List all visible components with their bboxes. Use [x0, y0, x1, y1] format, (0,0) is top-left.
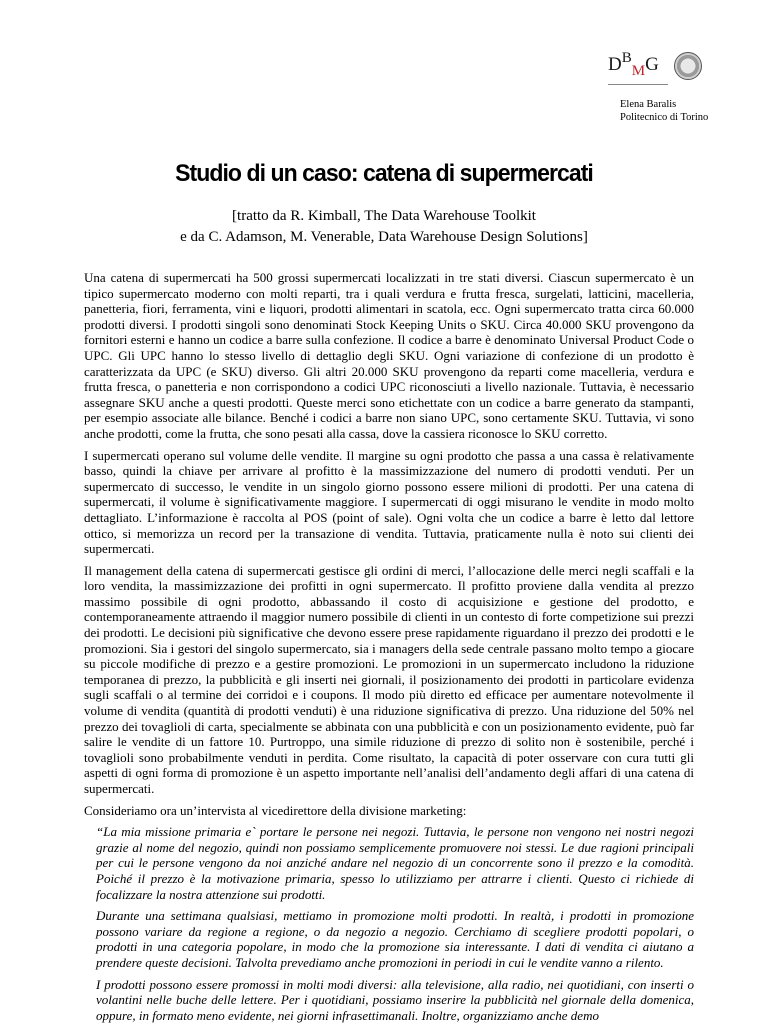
author-affiliation: Politecnico di Torino [620, 112, 709, 123]
quote-paragraph: Durante una settimana qualsiasi, mettiamo in promozione molti prodotti. In realtà, i prodotti in promozione possono variare da regione a regione, o da negozio a negozio. Cerchiamo di scegliere prodotti popolari, o prodotti in una categoria popolare, in modo che la promozione sia interessante. I dati di vendita ci aiutano a prendere queste decisioni. Talvolta prevediamo anche promozioni in periodi in cui le vendite vanno a rilento. [96, 908, 694, 970]
politecnico-seal-icon [674, 52, 702, 80]
quote-paragraph: I prodotti possono essere promossi in molti modi diversi: alla televisione, alla radio, nei quotidiani, con inserti o volantini nelle buche delle lettere. Per i quotidiani, possiamo inserire la pubblicità nel giornale della domenica, oppure, in formato meno evidente, nei giorni infrasettimanali. Inoltre, organizziamo anche demo [96, 976, 694, 1023]
quote-paragraph: “La mia missione primaria e` portare le persone nei negozi. Tuttavia, le persone non vengono nei nostri negozi grazie al nome del negozio, quindi non possiamo semplicemente promuovere noi stessi. Le due ragioni principali per cui le persone vengono da noi anziché andare nel negozio di un concorrente sono il prezzo e la comodità. Poiché il prezzo è la motivazione primaria, spesso lo utilizziamo per attrarre i clienti. Questo ci richiede di focalizzare la nostra attenzione sui prodotti. [96, 824, 694, 902]
source-line-1: [tratto da R. Kimball, The Data Warehouse Toolkit [232, 208, 536, 224]
logo-underline [608, 84, 668, 85]
body-paragraph: Il management della catena di supermercati gestisce gli ordini di merci, l’allocazione delle merci negli scaffali e la loro vendita, la massimizzazione dei profitti in ogni supermercato. Il profitto proviene dalla vendita al prezzo massimo possibile di ogni prodotto, abbassando il costo di acquisizione e gestione del prodotto, e contemporaneamente attraendo il maggior numero possibile di clienti in un contesto di forte competizione sui prezzi dei prodotti. Le decisioni più significative che devono essere prese rapidamente riguardano il prezzo dei prodotti e le promozioni. Sia i gestori del singolo supermercato, sia i managers della sede centrale passano molto tempo a giocare su piccole modifiche di prezzo e a gestire promozioni. Le promozioni in un supermercato includono la riduzione temporanea di prezzo, la pubblicità e gli inserti nei giornali, il posizionamento dei prodotti in particolare evidenza sugli scaffali o al termine dei corridoi e i coupons. Il modo più diretto ed efficace per aumentare notevolmente il volume di vendita (quantità di prodotti venduti) è una riduzione significativa di prezzo. Una riduzione del 50% nel prezzo dei tovaglioli di carta, specialmente se abbinata con una pubblicità e con un posizionamento evidente, può far salire le vendite di un fattore 10. Purtroppo, una simile riduzione di prezzo di solito non è sostenibile, perché i tovaglioli sono probabilmente venduti in perdita. Come risultato, la capacità di poter osservare con cura tutti gli aspetti di ogni forma di promozione è un aspetto importante nell’analisi dell’andamento degli affari di una catena di supermercati. [84, 562, 694, 796]
page-header [590, 46, 720, 124]
document-title: Studio di un caso: catena di supermercati [175, 160, 593, 187]
author-block [620, 98, 720, 124]
dbmg-logo [608, 46, 708, 96]
body-paragraph: Una catena di supermercati ha 500 grossi supermercati localizzati in tre stati diversi. Ciascun supermercato è un tipico supermercato moderno con molti reparti, tra i quali verdura e frutta fresca, surgelati, latticini, macelleria, panetteria, fiori, ferramenta, vini e liquori, prodotti alimentari in scatola, ecc. Ogni supermercato tratta circa 60.000 prodotti diversi. I prodotti singoli sono denominati Stock Keeping Units o SKU. Circa 40.000 SKU provengono da fornitori esterni e hanno un codice a barre sulla confezione. Il codice a barre è denominato Universal Product Code o UPC. Gli UPC hanno lo stesso livello di dettaglio degli SKU. Ogni variazione di confezione di un prodotto è caratterizzata da UPC (e SKU) diverso. Gli altri 20.000 SKU provengono da reparti come macelleria, verdura e frutta fresca, o panetteria e non corrispondono a codici UPC riconosciuti a livello nazionale. Tuttavia, è necessario assegnare SKU anche a questi prodotti. Queste merci sono etichettate con un codice a barre generato da stampanti, per esempio associate alle bilance. Benché i codici a barre non siano UPC, sono certamente SKU. Tuttavia, vi sono anche prodotti, come la frutta, che sono pesati alla cassa, dove la cassiera riconosce lo SKU corretto. [84, 270, 694, 441]
author-name: Elena Baralis [620, 99, 677, 110]
document-body [84, 270, 694, 1029]
body-paragraph: I supermercati operano sul volume delle vendite. Il margine su ogni prodotto che passa a una cassa è relativamente basso, quindi la chiave per arrivare al profitto è la massimizzazione del numero di prodotti venduti. Per un supermercato di successo, le vendite in un singolo giorno possono essere milioni di prodotti. Per una catena di supermercati, il volume è significativamente maggiore. I supermercati di oggi misurano le vendite in modo molto dettagliato. L’informazione è raccolta al POS (point of sale). Ogni volta che un codice a barre è letto dal lettore ottico, si memorizza un record per la transazione di vendita. Tuttavia, praticamente nulla è noto sui clienti dei supermercati. [84, 447, 694, 557]
body-paragraph: Consideriamo ora un’intervista al vicedirettore della divisione marketing: [84, 802, 467, 818]
source-line-2: e da C. Adamson, M. Venerable, Data Warehouse Design Solutions] [180, 229, 588, 245]
logo-letters: $D^B_MG$ [608, 50, 659, 79]
interview-quote [96, 824, 694, 1023]
source-citation [0, 206, 768, 248]
